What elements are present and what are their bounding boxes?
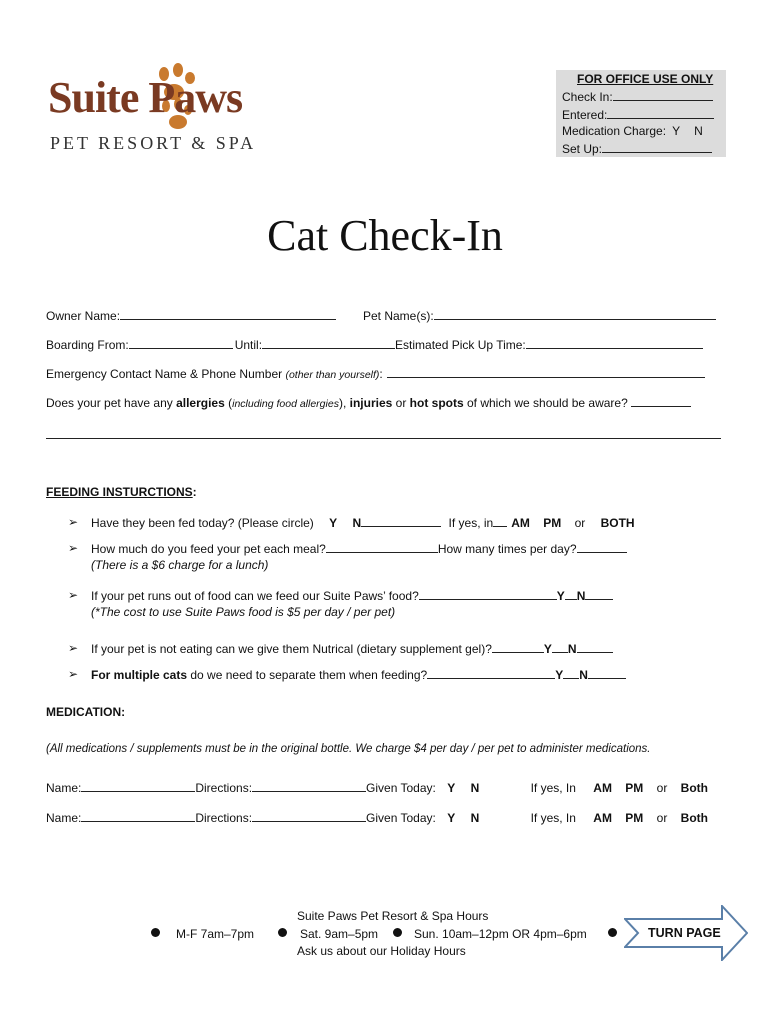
bullet-dot-icon [608,928,617,937]
pickup-field[interactable] [526,337,703,349]
hours-sat: Sat. 9am–5pm [300,927,379,941]
arrow-bullet-icon: ➢ [68,588,79,602]
suite-paws-food-line-3 [585,588,613,600]
fed-today-line [361,515,441,527]
office-check-in-label: Check In: [562,90,613,104]
office-set-up-label: Set Up: [562,142,603,156]
suite-paws-food-n[interactable]: N [576,589,586,603]
arrow-bullet-icon: ➢ [68,667,79,681]
allergies-text-5: of which we should be aware? [463,396,628,410]
nutrical-line-2 [552,641,568,653]
bullet-dot-icon [151,928,160,937]
separate-y[interactable]: Y [555,668,564,682]
hours-mf: M-F 7am–7pm [176,927,255,941]
boarding-from-label: Boarding From: [46,338,129,352]
meal-amount-question: How much do you feed your pet each meal? [91,542,326,556]
separate-line [427,667,555,679]
office-medication-charge-y[interactable]: Y [672,124,681,138]
nutrical-question: If your pet is not eating can we give them Nutrical (dietary supplement gel)? [91,642,492,656]
med-directions-label-2: Directions: [195,811,253,825]
feeding-heading: FEEDING INSTURCTIONS [46,485,193,499]
med-name-field-2[interactable] [81,810,195,822]
fed-today-if-yes: If yes, in [448,516,494,530]
fed-today-n[interactable]: N [352,516,362,530]
med-directions-field-2[interactable] [252,810,366,822]
logo-tagline: PET RESORT & SPA [50,133,257,153]
med-if-yes-2: If yes, In [530,811,576,825]
meal-amount-field[interactable] [326,541,438,553]
separate-n[interactable]: N [579,668,588,682]
office-medication-charge-label: Medication Charge: [562,124,667,138]
med-given-today-label-1: Given Today: [366,781,436,795]
nutrical-line [492,641,544,653]
med-directions-field-1[interactable] [252,780,366,792]
suite-paws-food-line-2 [565,588,577,600]
med-given-y-1[interactable]: Y [447,781,456,795]
suite-paws-food-y[interactable]: Y [556,589,565,603]
fed-both[interactable]: BOTH [600,516,635,530]
office-entered-label: Entered: [562,108,608,122]
bullet-dot-icon [393,928,402,937]
med-am-1[interactable]: AM [593,781,612,795]
allergies-field[interactable] [631,395,691,407]
office-check-in-field[interactable] [613,89,713,101]
suite-paws-food-line [419,588,557,600]
med-given-n-1[interactable]: N [470,781,480,795]
med-given-y-2[interactable]: Y [447,811,456,825]
pickup-label: Estimated Pick Up Time: [395,338,526,352]
owner-name-field[interactable] [120,308,336,320]
holiday-hours: Ask us about our Holiday Hours [297,944,466,958]
page-title: Cat Check-In [267,211,503,260]
separate-line-3 [588,667,626,679]
med-or-2: or [656,811,668,825]
separate-question: do we need to separate them when feeding? [187,668,428,682]
emergency-note: (other than yourself) [285,369,380,381]
suite-paws-food-question: If your pet runs out of food can we feed our Suite Paws’ food? [91,589,419,603]
allergies-line-2[interactable] [46,438,721,439]
turn-page-label: TURN PAGE [648,926,721,940]
med-if-yes-1: If yes, In [530,781,576,795]
times-per-day-question: How many times per day? [437,542,577,556]
office-heading: FOR OFFICE USE ONLY [577,72,714,86]
fed-am[interactable]: AM [511,516,530,530]
office-use-box [556,70,726,157]
until-field[interactable] [262,337,395,349]
until-label: Until: [234,338,263,352]
nutrical-y[interactable]: Y [543,642,552,656]
owner-name-label: Owner Name: [46,309,121,323]
emergency-colon: : [379,367,383,381]
med-given-n-2[interactable]: N [470,811,480,825]
pet-names-field[interactable] [434,308,716,320]
med-both-1[interactable]: Both [680,781,708,795]
medication-heading: MEDICATION: [46,705,126,719]
pet-names-label: Pet Name(s): [363,309,434,323]
feeding-colon: : [192,485,197,499]
office-entered-field[interactable] [607,107,714,119]
boarding-from-field[interactable] [129,337,233,349]
fed-today-y[interactable]: Y [329,516,338,530]
lunch-charge-note: (There is a $6 charge for a lunch) [91,558,269,572]
fed-today-question: Have they been fed today? (Please circle) [91,516,314,530]
fed-today-line-2 [493,515,507,527]
allergies-note: including food allergies [232,398,339,410]
allergies-text-3: ), [338,396,350,410]
allergies-text-2: ( [224,396,233,410]
arrow-bullet-icon: ➢ [68,515,79,529]
med-both-2[interactable]: Both [680,811,708,825]
food-cost-note: (*The cost to use Suite Paws food is $5 per day / per pet) [91,605,396,619]
med-directions-label-1: Directions: [195,781,253,795]
multiple-cats-bold: For multiple cats [91,668,188,682]
allergies-text-4: or [392,396,410,410]
times-per-day-field[interactable] [577,541,627,553]
logo-name: Suite Paws [48,73,243,122]
office-set-up-field[interactable] [602,141,712,153]
hours-title: Suite Paws Pet Resort & Spa Hours [297,909,489,923]
med-name-label-1: Name: [46,781,82,795]
med-pm-1[interactable]: PM [625,781,644,795]
fed-pm[interactable]: PM [543,516,562,530]
nutrical-n[interactable]: N [567,642,577,656]
medication-note: (All medications / supplements must be in the original bottle. We charge $4 per day / per pet to administer medications. [46,743,651,755]
med-name-label-2: Name: [46,811,82,825]
hot-spots-bold: hot spots [409,396,464,410]
med-given-today-label-2: Given Today: [366,811,436,825]
allergies-bold: allergies [176,396,225,410]
bullet-dot-icon [278,928,287,937]
med-name-field-1[interactable] [81,780,195,792]
allergies-text-1: Does your pet have any [46,396,177,410]
arrow-bullet-icon: ➢ [68,541,79,555]
med-am-2[interactable]: AM [593,811,612,825]
emergency-field[interactable] [387,366,705,378]
separate-line-2 [563,667,579,679]
emergency-label: Emergency Contact Name & Phone Number [46,367,286,381]
hours-sun: Sun. 10am–12pm OR 4pm–6pm [414,927,587,941]
office-medication-charge-n[interactable]: N [694,124,703,138]
med-pm-2[interactable]: PM [625,811,644,825]
fed-or: or [574,516,586,530]
med-or-1: or [656,781,668,795]
injuries-bold: injuries [349,396,393,410]
nutrical-line-3 [577,641,613,653]
turn-page-button[interactable] [624,905,748,961]
arrow-bullet-icon: ➢ [68,641,79,655]
